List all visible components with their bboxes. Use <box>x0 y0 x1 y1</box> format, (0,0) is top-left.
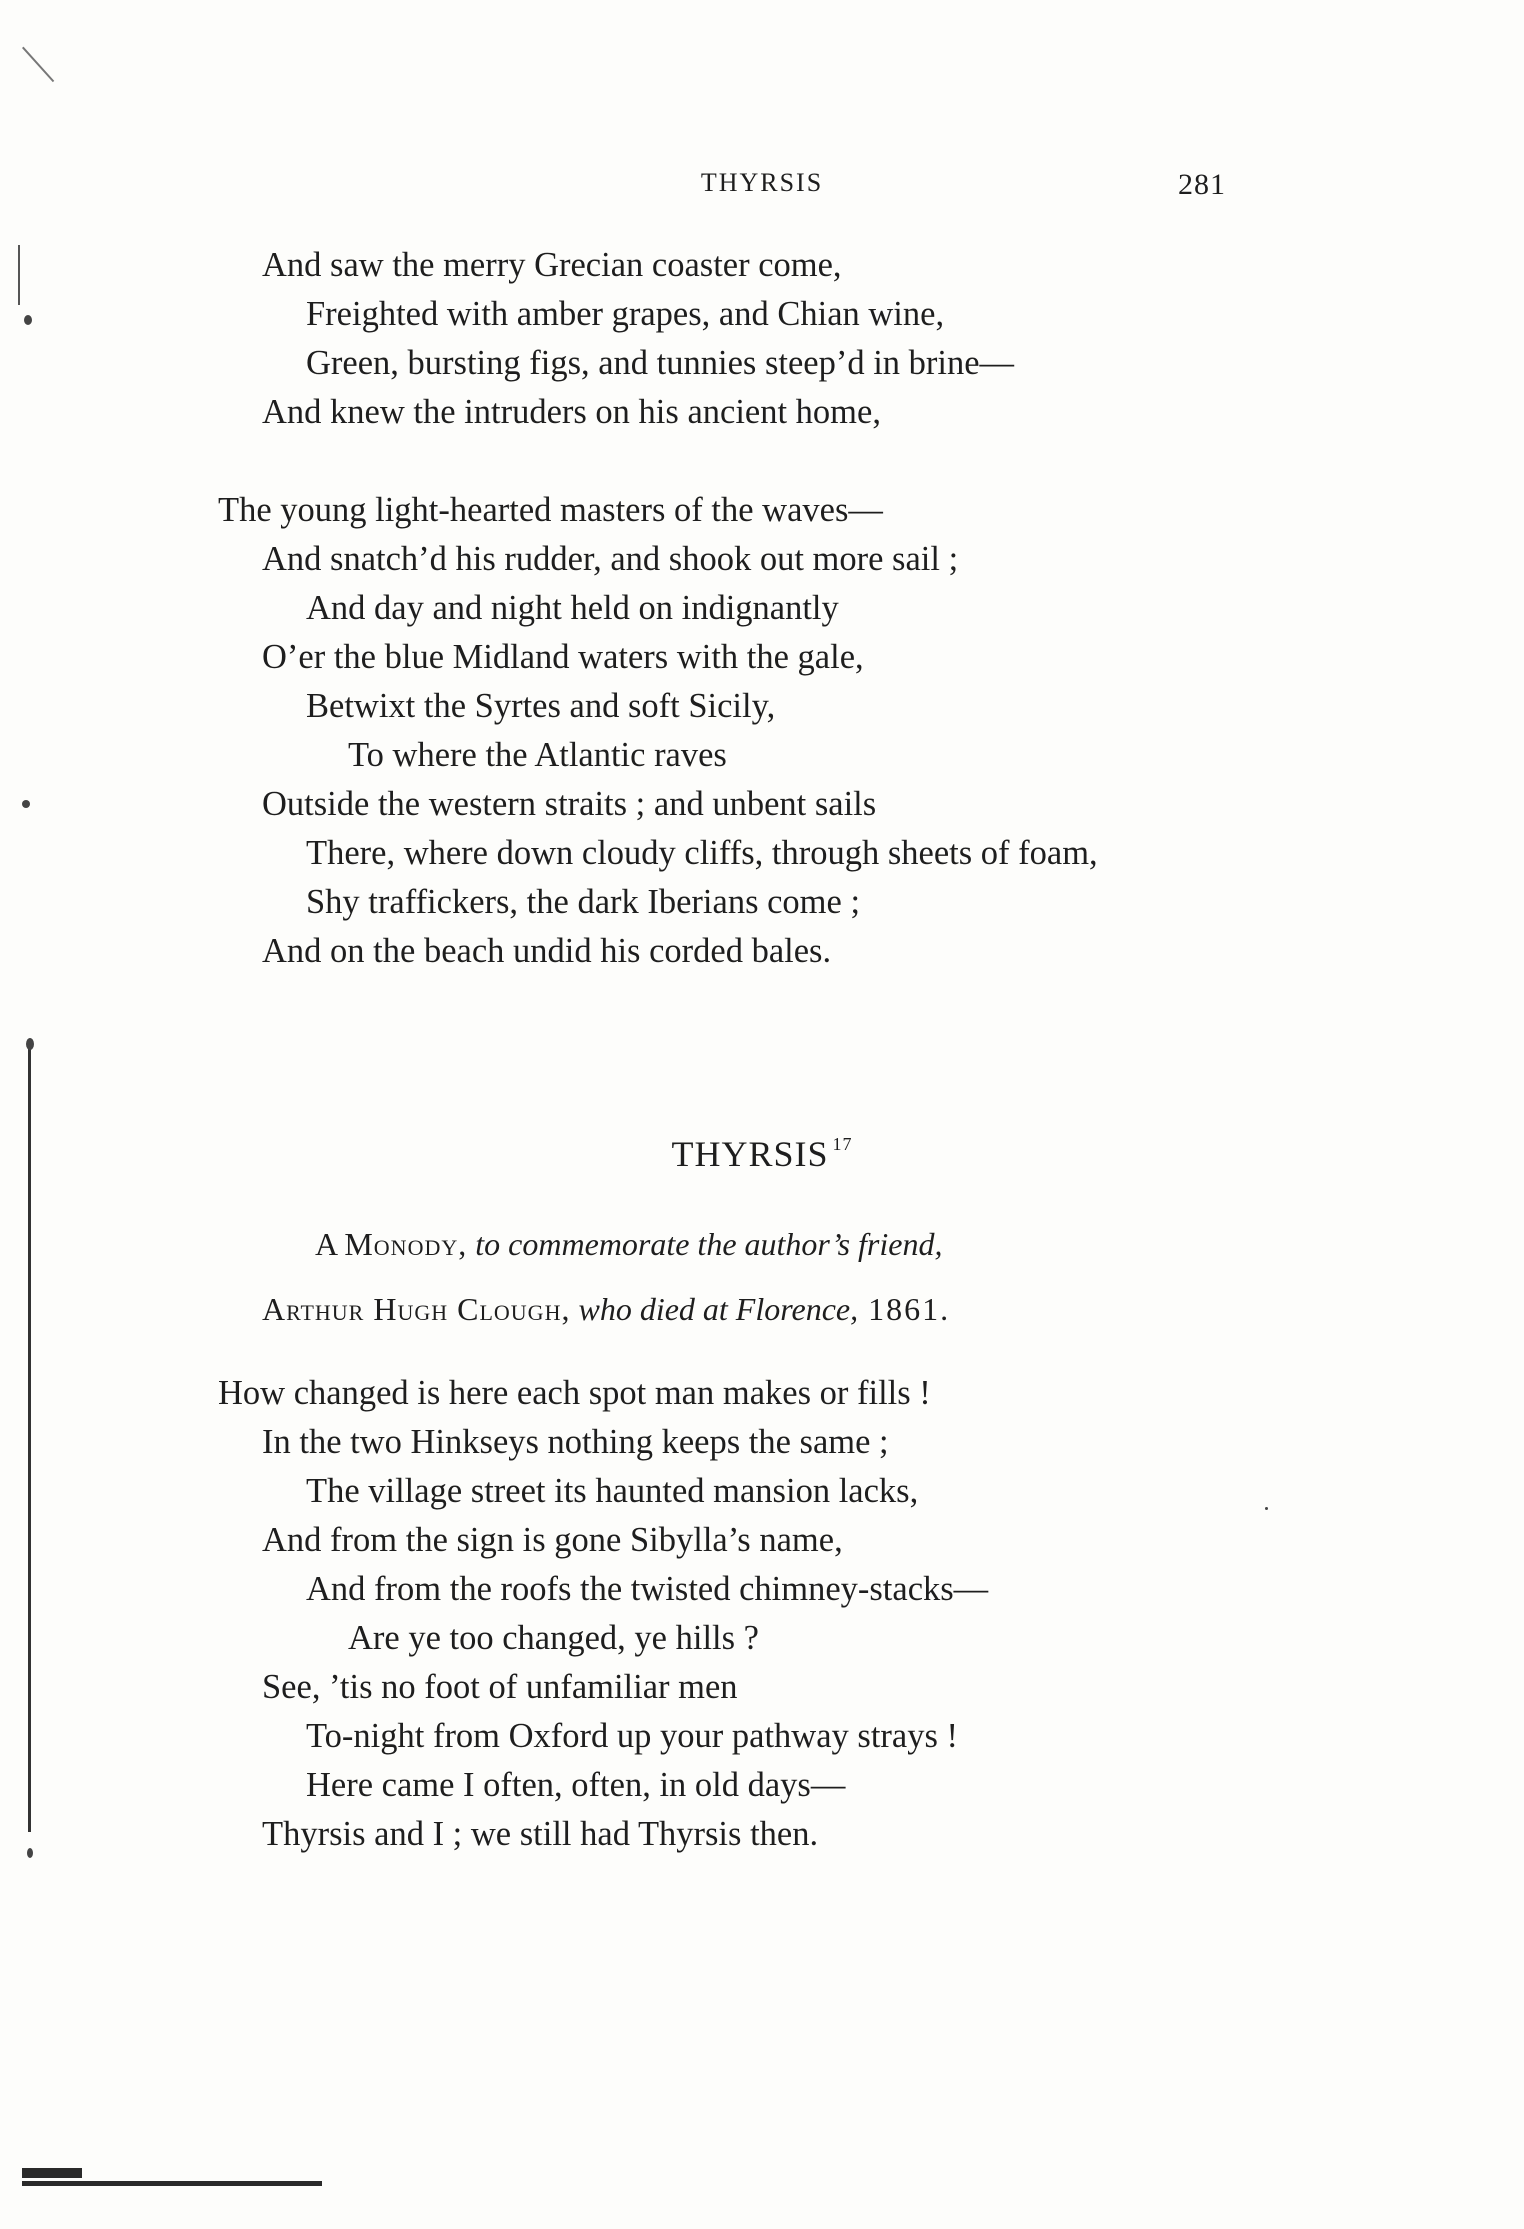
verse-line: Green, bursting figs, and tunnies steep’d in brine— <box>306 344 1015 382</box>
scan-artifact-corner-mark <box>22 47 54 83</box>
verse-line: How changed is here each spot man makes or fills ! <box>218 1374 931 1412</box>
verse-line: Are ye too changed, ye hills ? <box>348 1619 759 1657</box>
page-number: 281 <box>1178 168 1226 201</box>
scan-speck <box>1265 1507 1268 1510</box>
verse-line: Betwixt the Syrtes and soft Sicily, <box>306 687 776 725</box>
verse-line: The village street its haunted mansion lacks, <box>306 1472 919 1510</box>
running-head: THYRSIS <box>700 168 824 197</box>
verse-line: To-night from Oxford up your pathway strays ! <box>306 1717 958 1755</box>
dedication-monody: Monody, <box>344 1226 468 1262</box>
scan-speck <box>27 1848 33 1858</box>
verse-line: And on the beach undid his corded bales. <box>262 932 832 970</box>
verse-line: Thyrsis and I ; we still had Thyrsis then. <box>262 1815 819 1853</box>
scan-speck <box>24 315 32 325</box>
dedication-year: 1861. <box>858 1291 951 1327</box>
poem-title-text: THYRSIS <box>671 1134 829 1174</box>
verse-line: And saw the merry Grecian coaster come, <box>262 246 842 284</box>
scan-artifact-margin-line <box>18 245 20 305</box>
dedication-rest: to commemorate the author’s friend, <box>467 1226 943 1262</box>
scan-artifact-margin-line <box>28 1042 31 1832</box>
verse-line: There, where down cloudy cliffs, through sheets of foam, <box>306 834 1098 872</box>
verse-line: And day and night held on indignantly <box>306 589 839 627</box>
verse-line: Freighted with amber grapes, and Chian wine, <box>306 295 945 333</box>
verse-line: And snatch’d his rudder, and shook out more sail ; <box>262 540 959 578</box>
dedication-line-1 <box>315 1228 942 1260</box>
poem-title <box>0 1133 1524 1175</box>
verse-line: And from the sign is gone Sibylla’s name, <box>262 1521 843 1559</box>
verse-line: O’er the blue Midland waters with the gale, <box>262 638 864 676</box>
footnote-ref: 17 <box>832 1134 853 1154</box>
scan-speck <box>26 1038 34 1050</box>
dedication-died: who died at Florence, <box>570 1291 859 1327</box>
verse-line: Outside the western straits ; and unbent sails <box>262 785 877 823</box>
verse-line: The young light-hearted masters of the waves— <box>218 491 883 529</box>
scan-artifact-bottom-edge <box>22 2181 322 2186</box>
verse-line: And from the roofs the twisted chimney-stacks— <box>306 1570 989 1608</box>
verse-line: Shy traffickers, the dark Iberians come ; <box>306 883 861 921</box>
verse-line: In the two Hinkseys nothing keeps the same ; <box>262 1423 889 1461</box>
verse-line: See, ’tis no foot of unfamiliar men <box>262 1668 738 1706</box>
verse-line: And knew the intruders on his ancient home, <box>262 393 881 431</box>
dedication-name: Arthur Hugh Clough, <box>262 1291 571 1327</box>
dedication-line-2 <box>262 1293 950 1325</box>
verse-line: Here came I often, often, in old days— <box>306 1766 846 1804</box>
scan-artifact-bottom-edge <box>22 2168 82 2178</box>
verse-line: To where the Atlantic raves <box>348 736 727 774</box>
scan-speck <box>22 800 30 808</box>
dedication-prefix: A <box>315 1226 345 1262</box>
